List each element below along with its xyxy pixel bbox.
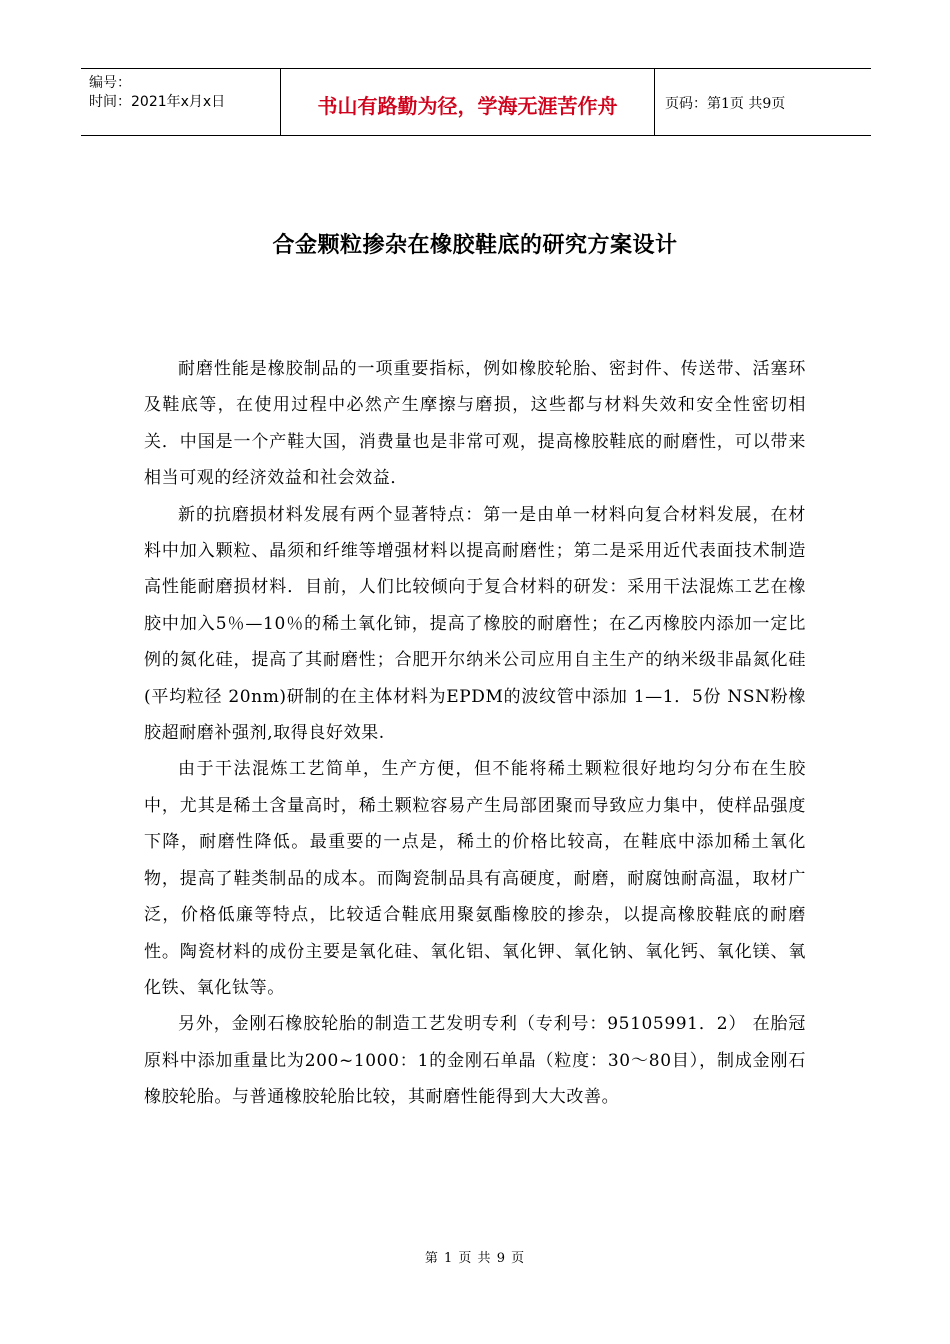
serial-number-label: 编号： <box>89 75 131 91</box>
page-footer: 第 1 页 共 9 页 <box>424 1251 526 1266</box>
paragraph: 另外，金刚石橡胶轮胎的制造工艺发明专利（专利号：95105991．2） 在胎冠原料中添加重量比为200~1000：1的金刚石单晶（粒度：30～80目），制成金刚石橡胶轮胎。与普通橡胶轮胎比较，其耐磨性能得到大大改善。 <box>144 1014 806 1108</box>
paragraph: 由于干法混炼工艺简单，生产方便，但不能将稀土颗粒很好地均匀分布在生胶中，尤其是稀土含量高时，稀土颗粒容易产生局部团聚而导致应力集中，使样品强度下降，耐磨性降低。最重要的一点是，稀土的价格比较高，在鞋底中添加稀土氧化物，提高了鞋类制品的成本。而陶瓷制品具有高硬度，耐磨，耐腐蚀耐高温，取材广泛，价格低廉等特点，比较适合鞋底用聚氨酯橡胶的掺杂，以提高橡胶鞋底的耐磨性。陶瓷材料的成份主要是氧化硅、氧化铝、氧化钾、氧化钠、氧化钙、氧化镁、氧化铁、氧化钛等。 <box>144 759 806 998</box>
date-label: 时间：2021年x月x日 <box>89 94 226 110</box>
header-left-cell <box>81 69 281 135</box>
header-page-code: 页码：第1页 共9页 <box>665 96 786 112</box>
paragraph: 新的抗磨损材料发展有两个显著特点：第一是由单一材料向复合材料发展，在材料中加入颗粒、晶须和纤维等增强材料以提高耐磨性；第二是采用近代表面技术制造高性能耐磨损材料．目前，人们比较倾向于复合材料的研发：采用干法混炼工艺在橡胶中加入5％—10％的稀土氧化铈，提高了橡胶的耐磨性；在乙丙橡胶内添加一定比例的氮化硅，提高了其耐磨性；合肥开尔纳米公司应用自主生产的纳米级非晶氮化硅(平均粒径 20nm)研制的在主体材料为EPDM的波纹管中添加 1—1．5份 NSN粉橡胶超耐磨补强剂,取得良好效果. <box>144 504 806 744</box>
header-motto: 书山有路勤为径，学海无涯苦作舟 <box>281 69 655 135</box>
paragraph: 耐磨性能是橡胶制品的一项重要指标，例如橡胶轮胎、密封件、传送带、活塞环及鞋底等，在使用过程中必然产生摩擦与磨损，这些都与材料失效和安全性密切相关．中国是一个产鞋大国，消费量也是非常可观，提高橡胶鞋底的耐磨性，可以带来相当可观的经济效益和社会效益． <box>144 359 806 489</box>
document-body <box>144 351 806 1116</box>
document-title: 合金颗粒掺杂在橡胶鞋底的研究方案设计 <box>272 233 678 258</box>
header-table <box>81 68 871 136</box>
